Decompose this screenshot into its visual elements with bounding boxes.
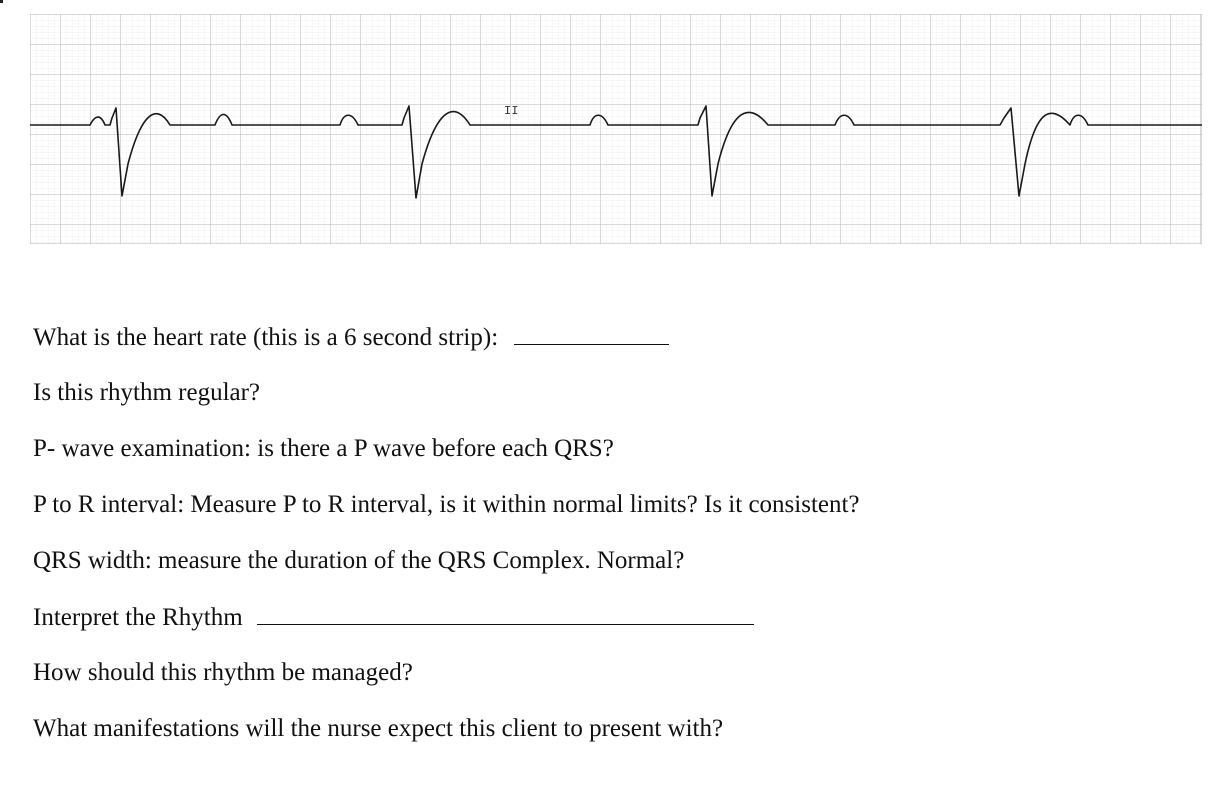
question-p-wave — [33, 434, 614, 464]
question-heart-rate — [33, 322, 669, 353]
question-text: QRS width: measure the duration of the QRS Complex. Normal? — [33, 547, 685, 574]
question-text: What is the heart rate (this is a 6 second strip): — [33, 324, 499, 351]
question-pr-interval — [33, 490, 860, 520]
ecg-grid — [30, 14, 1202, 244]
answer-blank[interactable] — [514, 322, 669, 345]
corner-mark — [0, 0, 3, 3]
lead-label: II — [504, 104, 519, 118]
question-qrs-width — [33, 546, 684, 576]
question-management — [33, 658, 413, 688]
question-interpret — [33, 602, 754, 633]
question-text: P- wave examination: is there a P wave before each QRS? — [33, 435, 614, 462]
question-regular — [33, 378, 260, 408]
question-text: Is this rhythm regular? — [33, 379, 261, 406]
question-text: What manifestations will the nurse expect this client to present with? — [33, 715, 724, 742]
question-manifestations — [33, 714, 723, 744]
question-text: How should this rhythm be managed? — [33, 659, 413, 686]
question-text: Interpret the Rhythm — [33, 604, 243, 631]
ecg-strip — [30, 14, 1202, 244]
answer-blank[interactable] — [257, 602, 754, 625]
question-text: P to R interval: Measure P to R interval, is it within normal limits? Is it consistent? — [33, 491, 860, 518]
